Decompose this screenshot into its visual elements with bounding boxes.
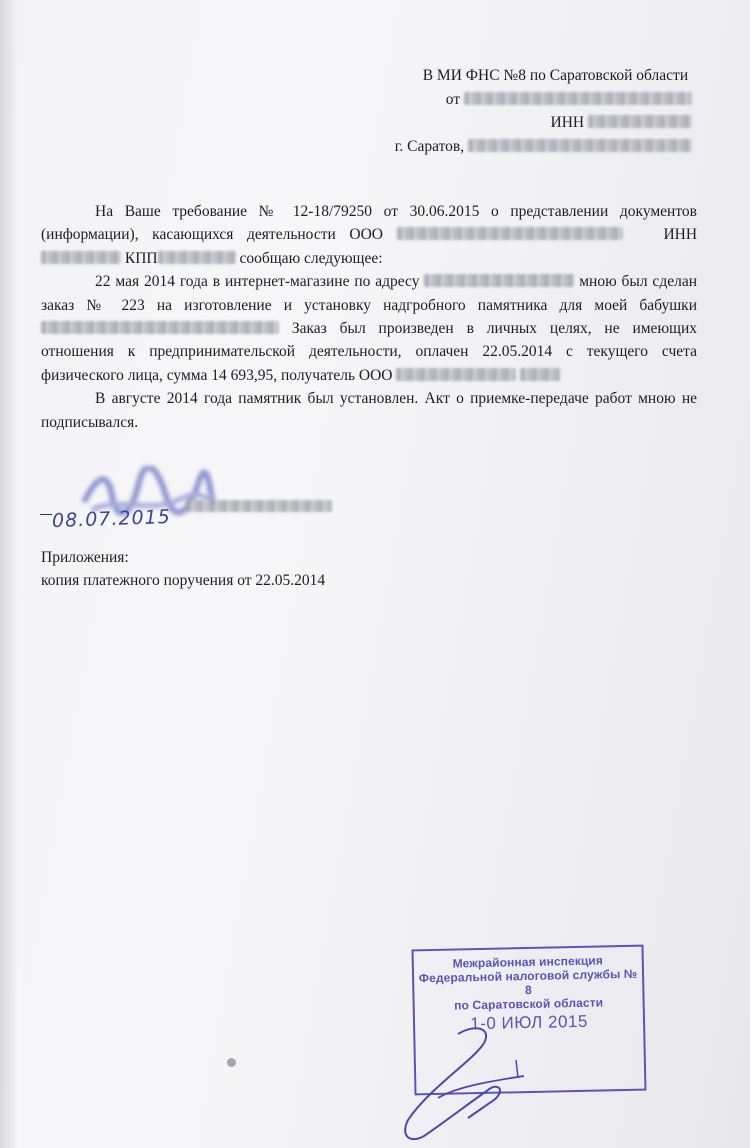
addressee-line	[395, 64, 692, 88]
redacted-kpp	[158, 251, 236, 264]
paragraph-text: 22 мая 2014 года в интернет-магазине по адресу	[95, 273, 420, 291]
signature-date: 08.07.2015	[51, 505, 172, 533]
signature-block	[38, 466, 368, 536]
stamp-line: Федеральной налоговой службы № 8	[418, 966, 638, 998]
sender-label: от	[445, 90, 461, 108]
attachments-title: Приложения:	[41, 549, 129, 566]
paragraph-installation	[41, 387, 697, 434]
page-edge-shadow	[0, 0, 18, 1148]
inn-label: ИНН	[550, 114, 585, 131]
paper-speck	[227, 1058, 236, 1067]
redacted-name	[464, 92, 692, 105]
stamp-signature	[398, 1020, 528, 1148]
kpp-label: КПП	[124, 249, 158, 267]
sender-line	[395, 88, 692, 112]
address-line	[395, 135, 692, 159]
redacted-company	[397, 227, 623, 240]
redacted-inn	[588, 115, 692, 128]
attachment-item: копия платежного поручения от 22.05.2014	[41, 572, 326, 589]
paragraph-text: сообщаю следующее:	[239, 249, 383, 267]
redacted-company	[396, 368, 516, 381]
stamp-heading	[414, 953, 643, 1014]
stamp-line: по Саратовской области	[454, 995, 604, 1013]
inn-line	[395, 111, 692, 135]
signature-rule	[40, 514, 52, 515]
paragraph-text: мною был сделан заказ № 223 на изготовление и установку надгробного памятника для моей бабушки	[41, 273, 697, 314]
addressee-text: В МИ ФНС №8 по Саратовской области	[422, 67, 689, 84]
redacted-inn	[41, 251, 121, 264]
paragraph-text: Заказ был произведен в личных целях, не имеющих отношения к предпринимательской деятельности, оплачен 22.05.2014 с текущего счета физического лица, сумма 14 693,95, получатель ООО	[41, 320, 698, 384]
addressee-block	[395, 64, 692, 158]
city-label: г. Саратов,	[394, 137, 465, 155]
letter-body	[41, 200, 697, 434]
paragraph-order	[41, 270, 697, 387]
stamp-date: 1-0 ИЮЛ 2015	[470, 1011, 589, 1034]
redacted-url	[424, 274, 574, 287]
paragraph-text: На Ваше требование № 12-18/79250 от 30.06.2015 о представлении документов (информации), касающихся деятельности ООО	[41, 203, 697, 244]
paragraph-request	[41, 200, 697, 270]
paragraph-text: В августе 2014 года памятник был установлен. Акт о приемке-передаче работ мною не подписывался.	[41, 390, 697, 431]
inn-label: ИНН	[663, 226, 698, 244]
redacted-signer-name	[186, 500, 332, 512]
attachments-block	[41, 546, 325, 592]
redacted-name	[41, 321, 279, 334]
redacted-company	[520, 368, 560, 381]
stamp-line: Межрайонная инспекция	[452, 953, 604, 971]
redacted-address	[468, 139, 692, 152]
